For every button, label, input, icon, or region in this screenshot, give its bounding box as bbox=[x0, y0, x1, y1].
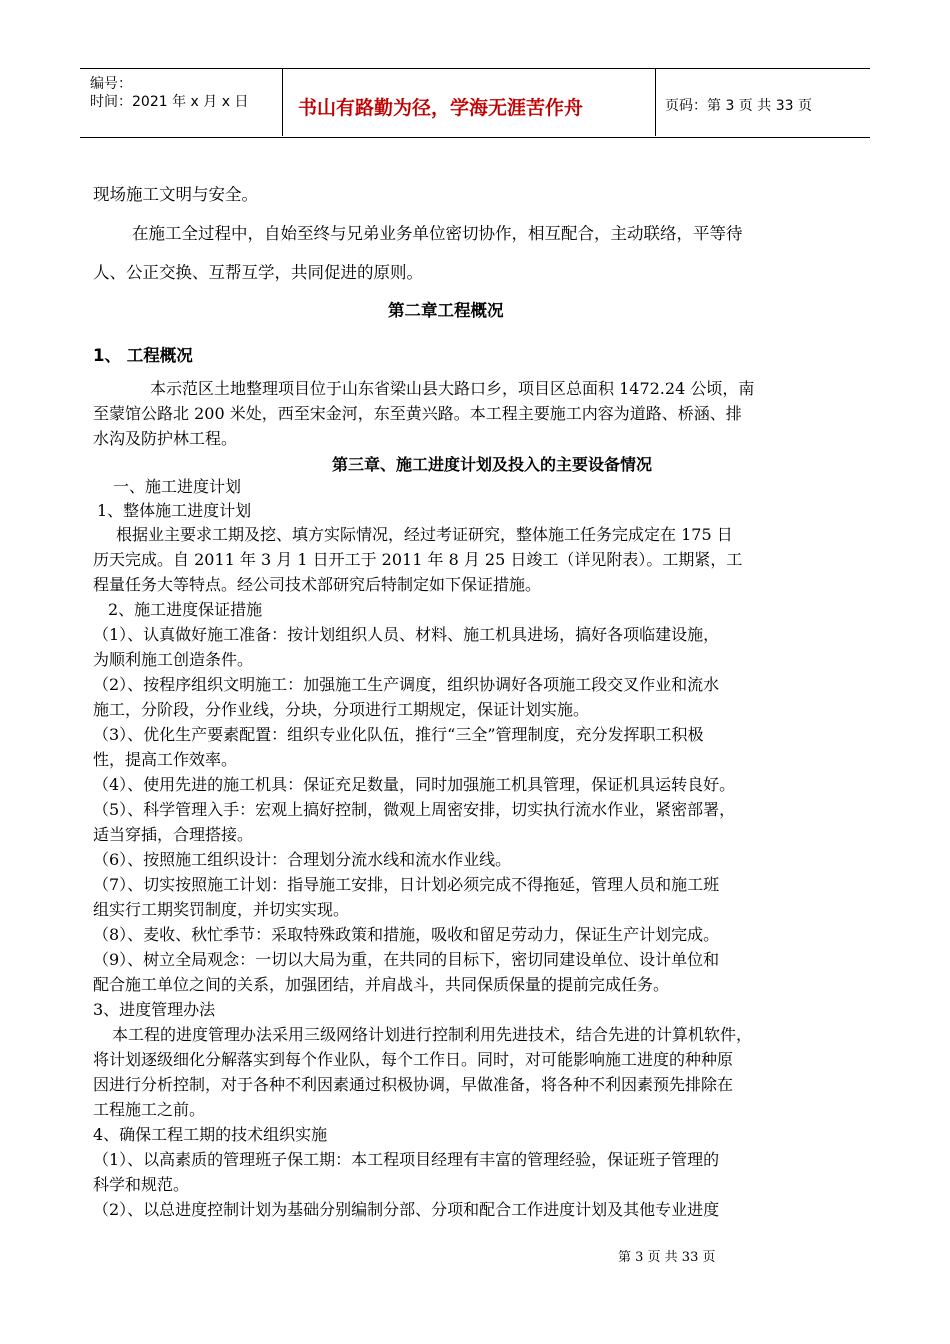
header-motto: 书山有路勤为径，学海无涯苦作舟 bbox=[298, 97, 584, 119]
list-item: （5）、科学管理入手：宏观上搞好控制，微观上周密安排，切实执行流水作业，紧密部署， bbox=[93, 800, 736, 819]
subsection-title: 2、施工进度保证措施 bbox=[108, 600, 263, 619]
chapter-title: 第二章工程概况 bbox=[388, 301, 504, 320]
list-item: （4）、使用先进的施工机具：保证充足数量，同时加强施工机具管理，保证机具运转良好。 bbox=[93, 775, 736, 794]
subsection-title: 1、整体施工进度计划 bbox=[97, 501, 252, 520]
list-item: （2）、按程序组织文明施工：加强施工生产调度，组织协调好各项施工段交叉作业和流水 bbox=[93, 675, 720, 694]
list-item: 适当穿插，合理搭接。 bbox=[93, 825, 254, 844]
list-item: （3）、优化生产要素配置：组织专业化队伍，推行“三全”管理制度，充分发挥职工积极 bbox=[93, 725, 704, 744]
list-item: 组实行工期奖罚制度，并切实实现。 bbox=[93, 900, 350, 919]
list-item: （2）、以总进度控制计划为基础分别编制分部、分项和配合工作进度计划及其他专业进度 bbox=[93, 1200, 720, 1219]
body-line: 本工程的进度管理办法采用三级网络计划进行控制利用先进技术，结合先进的计算机软件， bbox=[112, 1025, 753, 1044]
list-item: （7）、切实按照施工计划：指导施工安排，日计划必须完成不得拖延，管理人员和施工班 bbox=[93, 875, 720, 894]
subsection-title: 4、确保工程工期的技术组织实施 bbox=[93, 1125, 328, 1144]
list-item: （1）、以高素质的管理班子保工期：本工程项目经理有丰富的管理经验，保证班子管理的 bbox=[93, 1150, 720, 1169]
list-item: 科学和规范。 bbox=[93, 1175, 190, 1194]
body-line: 本示范区土地整理项目位于山东省梁山县大路口乡，项目区总面积 1472.24 公顷，南 bbox=[150, 379, 755, 398]
body-line: 工程施工之前。 bbox=[93, 1100, 206, 1119]
subsection-title: 一、施工进度计划 bbox=[113, 477, 242, 496]
body-line: 因进行分析控制，对于各种不利因素通过积极协调，早做准备，将各种不利因素预先排除在 bbox=[93, 1075, 734, 1094]
body-line: 在施工全过程中，自始至终与兄弟业务单位密切协作，相互配合，主动联络，平等待 bbox=[132, 224, 743, 243]
list-item: 性，提高工作效率。 bbox=[93, 750, 238, 769]
body-line: 将计划逐级细化分解落实到每个作业队，每个工作日。同时，对可能影响施工进度的种种原 bbox=[93, 1050, 734, 1069]
body-line: 至蒙馆公路北 200 米处，西至宋金河，东至黄兴路。本工程主要施工内容为道路、桥涵、排 bbox=[93, 404, 742, 423]
body-line: 人、公正交换、互帮互学，共同促进的原则。 bbox=[93, 263, 423, 282]
list-item: （8）、麦收、秋忙季节：采取特殊政策和措施，吸收和留足劳动力，保证生产计划完成。 bbox=[93, 925, 720, 944]
subsection-title: 3、进度管理办法 bbox=[93, 1000, 216, 1019]
header-divider bbox=[282, 68, 283, 136]
list-item: 为顺利施工创造条件。 bbox=[93, 650, 254, 669]
list-item: （6）、按照施工组织设计：合理划分流水线和流水作业线。 bbox=[93, 850, 512, 869]
body-line: 水沟及防护林工程。 bbox=[93, 429, 238, 448]
chapter-title: 第三章、施工进度计划及投入的主要设备情况 bbox=[332, 455, 653, 474]
body-line: 现场施工文明与安全。 bbox=[93, 185, 258, 204]
list-item: 配合施工单位之间的关系，加强团结，并肩战斗，共同保质保量的提前完成任务。 bbox=[93, 975, 670, 994]
body-line: 历天完成。自 2011 年 3 月 1 日开工于 2011 年 8 月 25 日竣工（详见附表）。工期紧，工 bbox=[93, 550, 743, 569]
body-line: 根据业主要求工期及挖、填方实际情况，经过考证研究，整体施工任务完成定在 175 日 bbox=[116, 525, 733, 544]
header-divider bbox=[655, 68, 656, 136]
document-number: 编号： bbox=[90, 76, 132, 92]
page-footer: 第 3 页 共 33 页 bbox=[618, 1250, 716, 1265]
document-date: 时间：2021 年 x 月 x 日 bbox=[90, 94, 249, 110]
page-info: 页码：第 3 页 共 33 页 bbox=[665, 98, 812, 114]
list-item: （9）、树立全局观念：一切以大局为重，在共同的目标下，密切同建设单位、设计单位和 bbox=[93, 950, 720, 969]
body-line: 程量任务大等特点。经公司技术部研究后特制定如下保证措施。 bbox=[93, 575, 542, 594]
section-title: 1、 工程概况 bbox=[93, 346, 193, 365]
list-item: 施工，分阶段，分作业线，分块，分项进行工期规定，保证计划实施。 bbox=[93, 700, 590, 719]
list-item: （1）、认真做好施工准备：按计划组织人员、材料、施工机具进场，搞好各项临建设施， bbox=[93, 625, 720, 644]
